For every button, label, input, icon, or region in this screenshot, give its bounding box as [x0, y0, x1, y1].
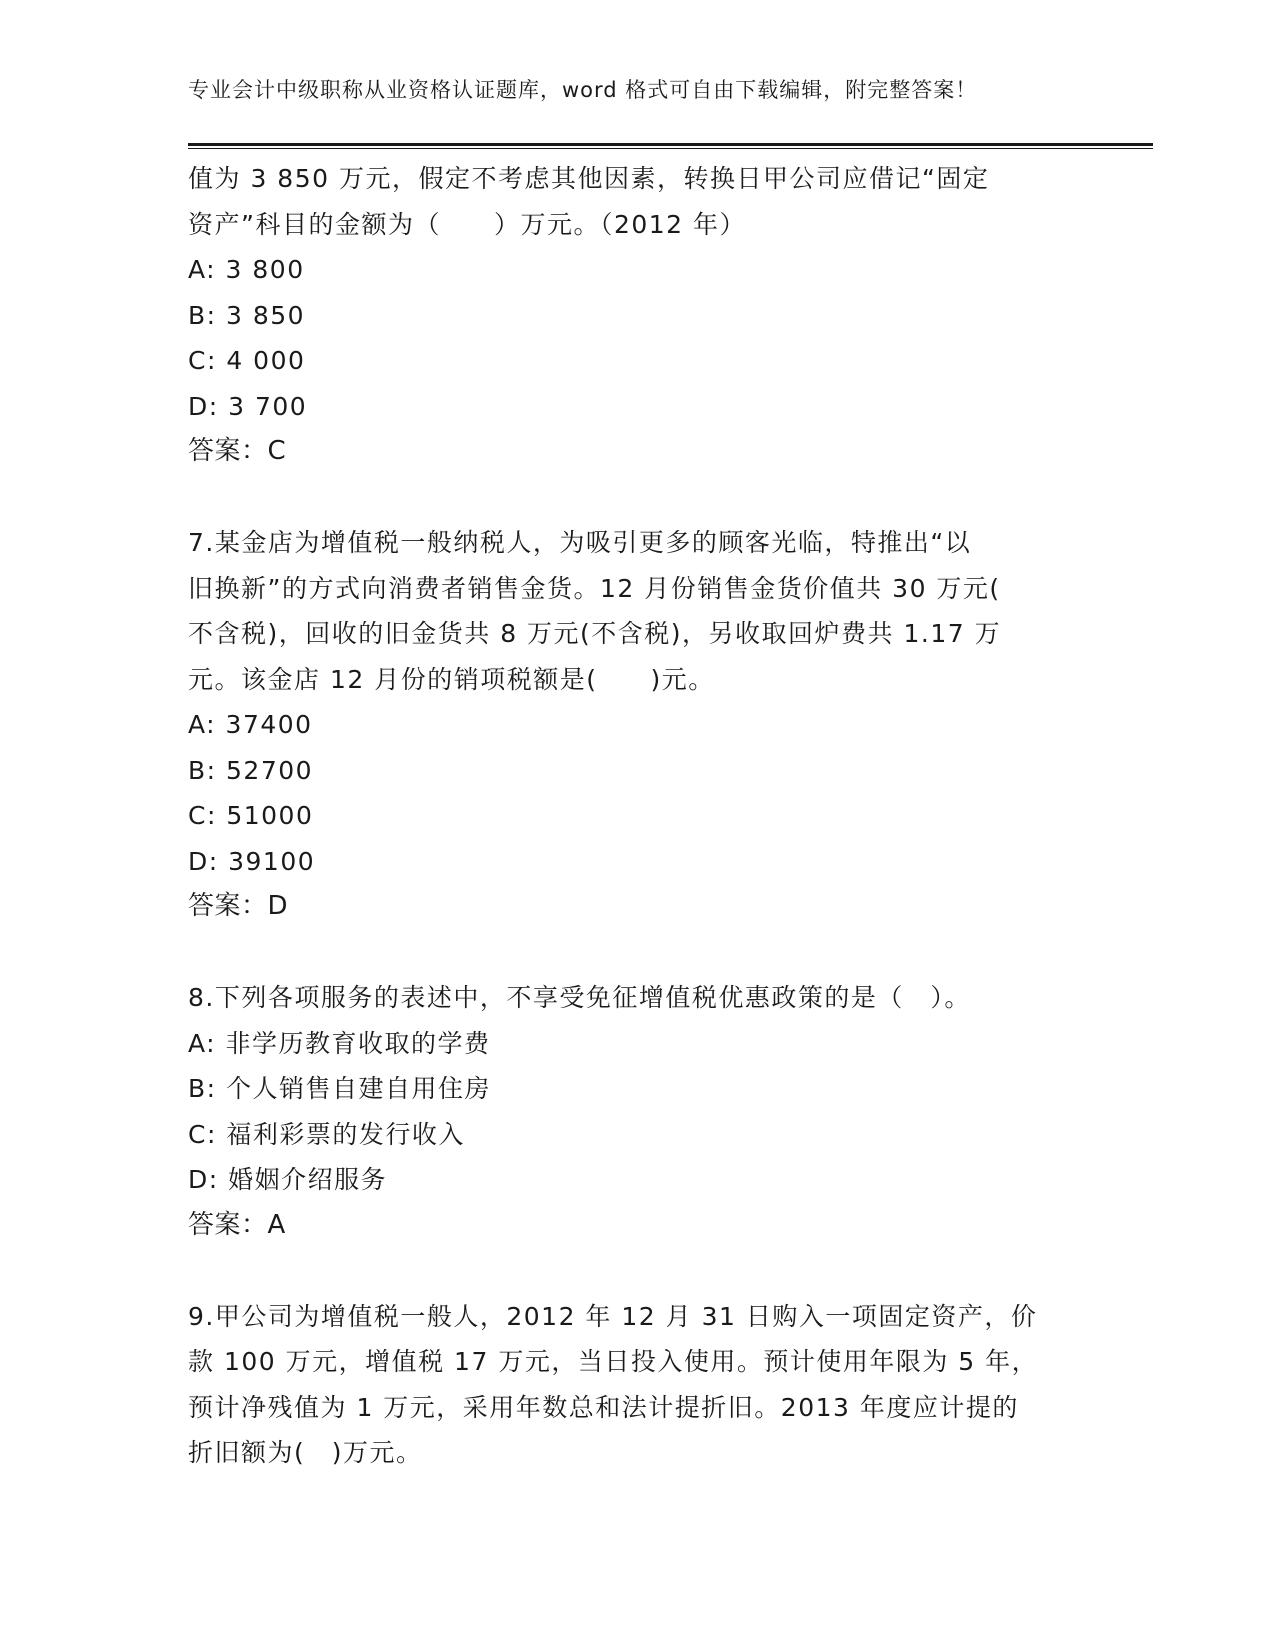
question-block — [188, 975, 1068, 1248]
header-rule-thick — [188, 143, 1153, 146]
spacer — [188, 1248, 1068, 1294]
question-stem-line: 7.某金店为增值税一般纳税人，为吸引更多的顾客光临，特推出“以 — [188, 528, 972, 557]
option-b: B: 个人销售自建自用住房 — [188, 1074, 492, 1103]
answer-line: 答案：C — [188, 436, 287, 466]
question-block — [188, 156, 1068, 475]
answer-line: 答案：A — [188, 1209, 286, 1240]
question-list — [188, 156, 1068, 1476]
question-stem-line: 资产”科目的金额为（ ）万元。（2012 年） — [188, 209, 747, 239]
option-b: B: 52700 — [188, 755, 314, 785]
option-d: D: 39100 — [188, 846, 316, 876]
option-a: A: 37400 — [188, 710, 313, 739]
page-header: 专业会计中级职称从业资格认证题库，word 格式可自由下载编辑，附完整答案！ — [188, 78, 978, 102]
question-stem-line: 值为 3 850 万元，假定不考虑其他因素，转换日甲公司应借记“固定 — [188, 164, 990, 193]
question-stem-line: 8.下列各项服务的表述中，不享受免征增值税优惠政策的是（ ）。 — [188, 983, 971, 1012]
question-stem-line: 不含税)，回收的旧金货共 8 万元(不含税)，另收取回炉费共 1.17 万 — [188, 619, 1002, 648]
option-c: C: 51000 — [188, 801, 314, 830]
option-a: A: 非学历教育收取的学费 — [188, 1028, 491, 1058]
option-b: B: 3 850 — [188, 300, 306, 330]
question-stem-line: 款 100 万元，增值税 17 万元，当日投入使用。预计使用年限为 5 年， — [188, 1347, 1039, 1376]
question-stem-line: 折旧额为( )万元。 — [188, 1438, 423, 1467]
option-d: D: 3 700 — [188, 391, 308, 421]
header-rule-thin — [188, 148, 1153, 149]
option-c: C: 4 000 — [188, 346, 306, 375]
question-stem-line: 预计净残值为 1 万元，采用年数总和法计提折旧。2013 年度应计提的 — [188, 1392, 1019, 1422]
question-stem-line: 9.甲公司为增值税一般人，2012 年 12 月 31 日购入一项固定资产，价 — [188, 1301, 1038, 1331]
spacer — [188, 475, 1068, 521]
option-a: A: 3 800 — [188, 255, 305, 284]
question-block — [188, 1294, 1068, 1476]
option-d: D: 婚姻介绍服务 — [188, 1165, 388, 1194]
question-stem-line: 旧换新”的方式向消费者销售金货。12 月份销售金货价值共 30 万元( — [188, 573, 1001, 603]
question-stem-line: 元。该金店 12 月份的销项税额是( )元。 — [188, 664, 715, 694]
answer-line: 答案：D — [188, 891, 289, 921]
option-c: C: 福利彩票的发行收入 — [188, 1119, 465, 1149]
question-block — [188, 520, 1068, 930]
spacer — [188, 930, 1068, 976]
